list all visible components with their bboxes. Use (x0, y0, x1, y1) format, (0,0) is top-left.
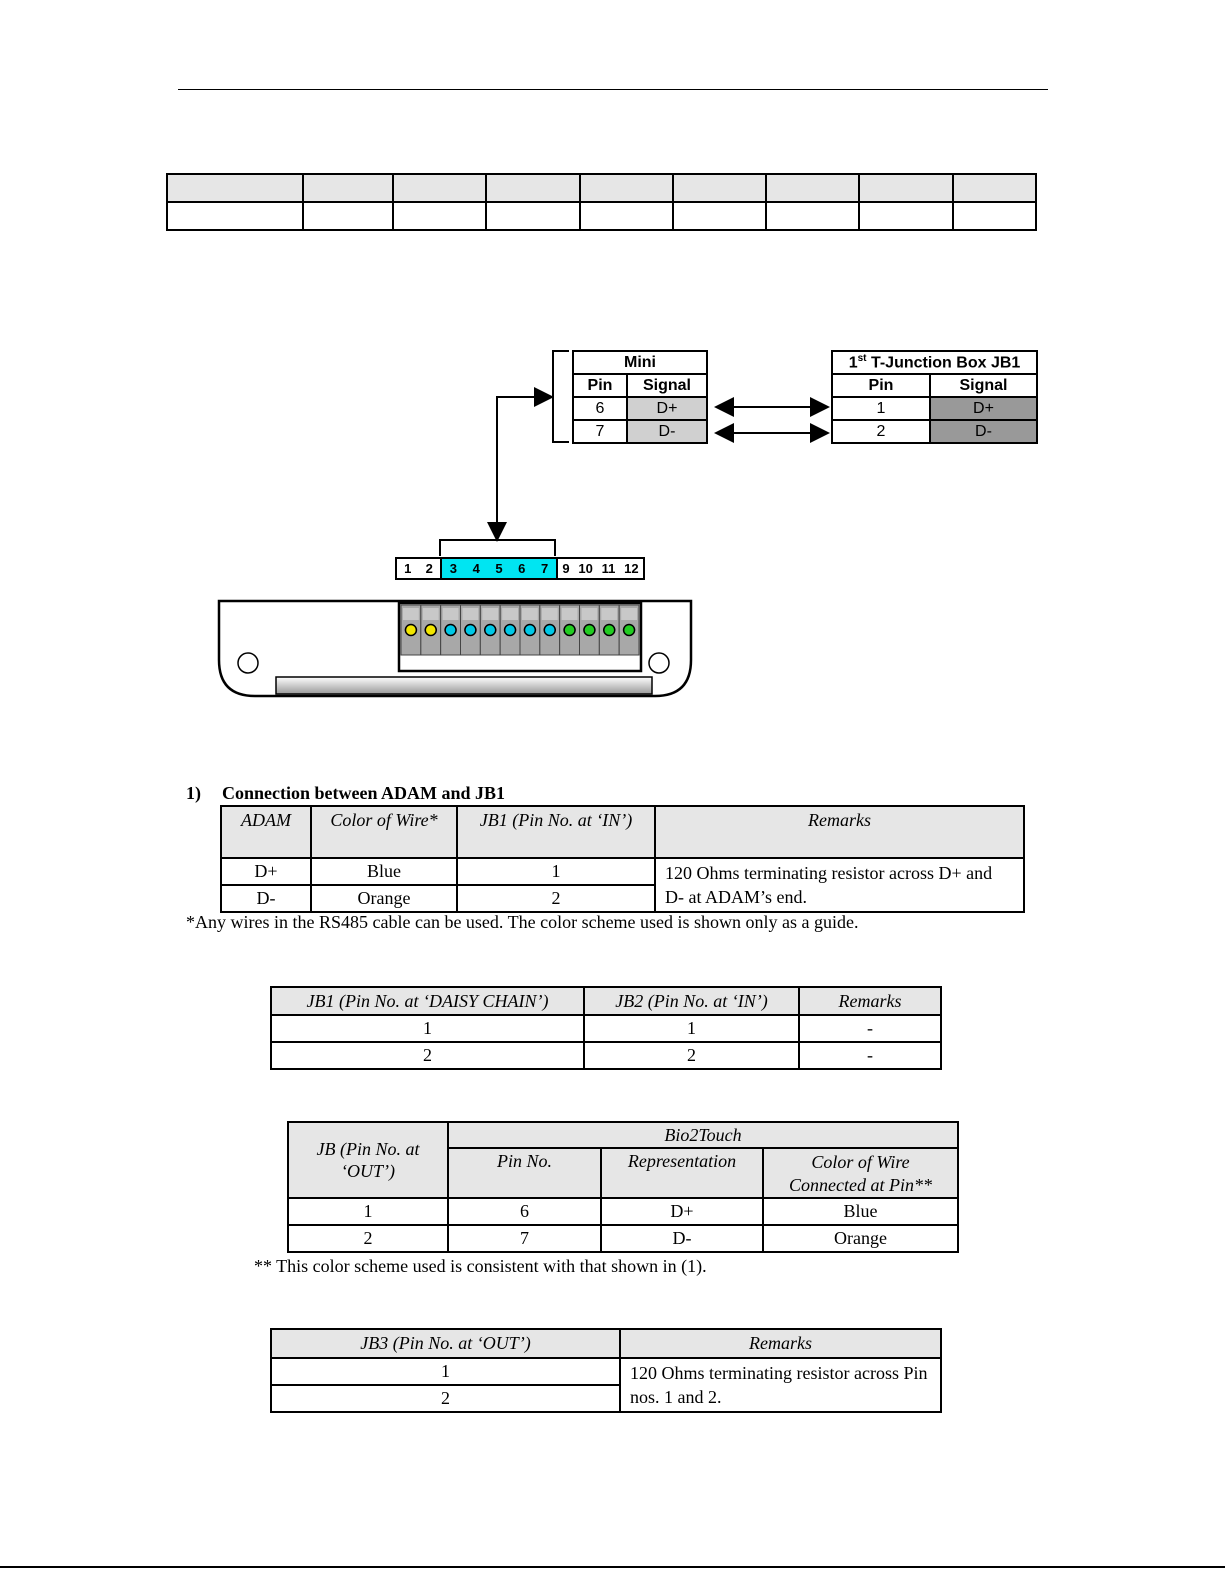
pin-label: 4 (472, 561, 480, 576)
col-remarks: Remarks (799, 987, 941, 1015)
remark-cell: 120 Ohms terminating resistor across D+ and D- at ADAM’s end. (655, 858, 1024, 912)
jb1-signal: D- (930, 420, 1037, 443)
strip-bracket (440, 540, 555, 556)
section1-title: Connection between ADAM and JB1 (222, 783, 506, 803)
footer-rule (0, 1566, 1225, 1568)
mini-pin: 6 (573, 397, 627, 420)
col-jb2-in: JB2 (Pin No. at ‘IN’) (584, 987, 799, 1015)
col-jb-out: JB (Pin No. at ‘OUT’) (288, 1122, 448, 1198)
col-pin-no: Pin No. (448, 1148, 601, 1198)
col-representation: Representation (601, 1148, 763, 1198)
pin-label: 6 (518, 561, 526, 576)
col-wire-color: Color of Wire Connected at Pin** (763, 1148, 958, 1198)
adam-jb1-table (220, 805, 1025, 913)
table3-note: ** This color scheme used is consistent with that shown in (1). (254, 1256, 707, 1276)
mini-signal: D+ (627, 397, 707, 420)
terminal-slot-top (621, 608, 637, 620)
bio2touch-table (287, 1121, 959, 1253)
table-cell: 2 (584, 1042, 799, 1069)
table-cell: 2 (457, 885, 655, 912)
table-cell: 1 (584, 1015, 799, 1042)
pin-label: 11 (601, 561, 616, 576)
terminal-slot-top (562, 608, 578, 620)
mini-title: Mini (573, 351, 707, 374)
table-cell: D+ (601, 1198, 763, 1225)
mini-bracket (553, 351, 569, 442)
col-wire-color: Color of Wire* (311, 806, 457, 858)
pin-label: 12 (624, 561, 639, 576)
remark-cell: 120 Ohms terminating resistor across Pin nos. 1 and 2. (620, 1358, 941, 1412)
terminal-screw (485, 625, 496, 636)
pin-label: 9 (562, 561, 570, 576)
col-bio2touch: Bio2Touch (448, 1122, 958, 1148)
table-cell: - (799, 1042, 941, 1069)
terminal-slot-top (423, 608, 439, 620)
table-cell: 1 (288, 1198, 448, 1225)
terminal-slot-top (443, 608, 459, 620)
terminal-slot-top (463, 608, 479, 620)
table-cell: Orange (311, 885, 457, 912)
section1-number: 1) (186, 783, 201, 803)
table-cell: Orange (763, 1225, 958, 1252)
terminal-screw (505, 625, 516, 636)
terminal-slot-top (542, 608, 558, 620)
terminal-slot-top (601, 608, 617, 620)
terminal-screw (584, 625, 595, 636)
terminal-screw (405, 625, 416, 636)
connector-line (497, 397, 552, 540)
jb1-title: 1st T-Junction Box JB1 (832, 351, 1037, 374)
table-cell: D- (221, 885, 311, 912)
pin-label: 2 (425, 561, 433, 576)
pin-label: 3 (449, 561, 458, 576)
jb3-out-table (270, 1328, 942, 1413)
terminal-slot-top (582, 608, 598, 620)
daisy-chain-table (270, 986, 942, 1070)
jb1-diagram-table (831, 350, 1038, 444)
table-cell: D+ (221, 858, 311, 885)
table-cell: Blue (311, 858, 457, 885)
pin-label: 10 (578, 561, 593, 576)
table-cell: - (799, 1015, 941, 1042)
mini-header-signal: Signal (627, 374, 707, 397)
table-cell: 1 (457, 858, 655, 885)
terminal-screw (445, 625, 456, 636)
mini-pin: 7 (573, 420, 627, 443)
jb1-pin: 2 (832, 420, 930, 443)
col-adam: ADAM (221, 806, 311, 858)
terminal-screw (604, 625, 615, 636)
terminal-screw (465, 625, 476, 636)
terminal-screw (524, 625, 535, 636)
col-remarks: Remarks (620, 1329, 941, 1358)
terminal-screw (544, 625, 555, 636)
pin-label: 7 (540, 561, 549, 576)
table-cell: 7 (448, 1225, 601, 1252)
table-cell: 1 (271, 1358, 620, 1385)
table-cell: Blue (763, 1198, 958, 1225)
jb1-signal: D+ (930, 397, 1037, 420)
mini-table (572, 350, 708, 444)
terminal-screw (425, 625, 436, 636)
terminal-screw (624, 625, 635, 636)
terminal-slot-top (522, 608, 538, 620)
table-cell: 6 (448, 1198, 601, 1225)
table-cell: 2 (288, 1225, 448, 1252)
pin-label: 1 (404, 561, 412, 576)
mini-signal: D- (627, 420, 707, 443)
col-jb1-pin: JB1 (Pin No. at ‘IN’) (457, 806, 655, 858)
terminal-slot-top (502, 608, 518, 620)
terminal-screw (564, 625, 575, 636)
table-cell: 1 (271, 1015, 584, 1042)
jb1-header-signal: Signal (930, 374, 1037, 397)
terminal-slot-top (482, 608, 498, 620)
terminal-slot-top (403, 608, 419, 620)
mini-header-pin: Pin (573, 374, 627, 397)
col-jb1-daisy: JB1 (Pin No. at ‘DAISY CHAIN’) (271, 987, 584, 1015)
section1-heading (186, 783, 506, 804)
jb1-header-pin: Pin (832, 374, 930, 397)
pin-label: 5 (495, 561, 503, 576)
col-jb3-out: JB3 (Pin No. at ‘OUT’) (271, 1329, 620, 1358)
table-cell: D- (601, 1225, 763, 1252)
table-cell: 2 (271, 1385, 620, 1412)
col-remarks: Remarks (655, 806, 1024, 858)
section1-note: *Any wires in the RS485 cable can be used. The color scheme used is shown only as a guide. (186, 912, 859, 932)
jb1-pin: 1 (832, 397, 930, 420)
table-cell: 2 (271, 1042, 584, 1069)
pin-strip (395, 557, 645, 580)
